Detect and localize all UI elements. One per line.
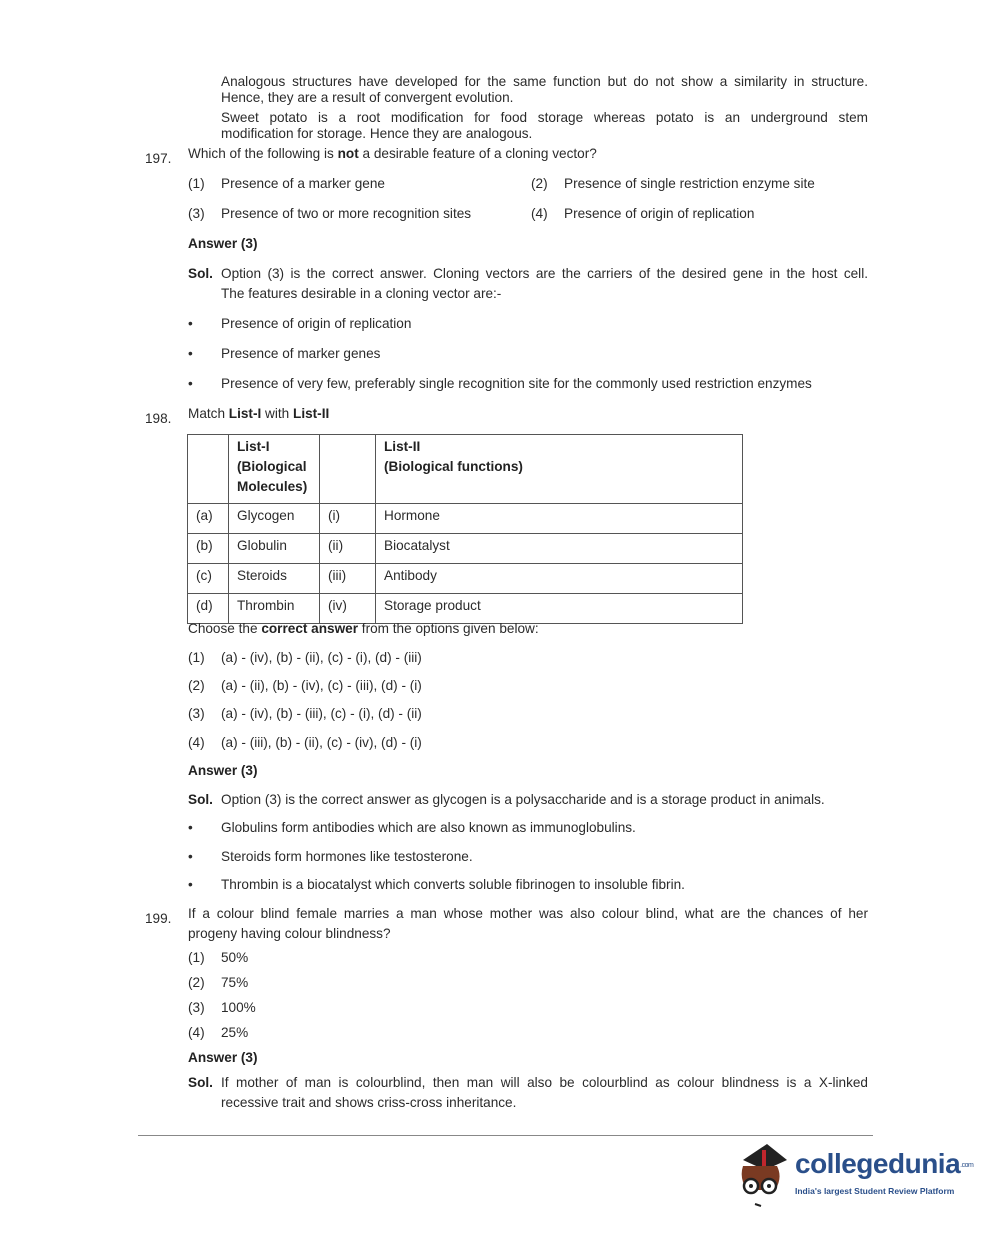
bullet-icon: • (188, 376, 193, 391)
table-row (188, 534, 743, 564)
solution-text: The features desirable in a cloning vector are:- (221, 286, 502, 301)
cell: (iii) (320, 564, 376, 594)
brand-tagline: India's largest Student Review Platform (795, 1186, 955, 1196)
match-table (187, 434, 743, 624)
cell: (b) (188, 534, 229, 564)
option: (1) (188, 650, 205, 665)
table-row (188, 564, 743, 594)
bullet-text: Thrombin is a biocatalyst which converts soluble fibrinogen to insoluble fibrin. (221, 877, 685, 892)
bullet-icon: • (188, 316, 193, 331)
option: (4) (188, 735, 205, 750)
mascot-icon (735, 1138, 793, 1208)
solution-text: Option (3) is the correct answer. Cloning vectors are the carriers of the desired gene in the host cell. (221, 266, 868, 281)
question-text: If a colour blind female marries a man whose mother was also colour blind, what are the chances of her (188, 906, 868, 921)
solution-label: Sol. (188, 1075, 213, 1090)
option-text: (a) - (ii), (b) - (iv), (c) - (iii), (d) - (i) (221, 678, 422, 693)
option: (4) (188, 1025, 205, 1040)
option-text: Presence of origin of replication (564, 206, 755, 221)
option: (2) (531, 176, 548, 191)
option-text: Presence of two or more recognition sites (221, 206, 472, 221)
option: (3) (188, 1000, 205, 1015)
question-text: Which of the following is not a desirable feature of a cloning vector? (188, 146, 597, 161)
instruction: Choose the correct answer from the options given below: (188, 621, 539, 636)
bullet-icon: • (188, 877, 193, 892)
option-text: 75% (221, 975, 249, 990)
cell: (a) (188, 504, 229, 534)
question-text: progeny having colour blindness? (188, 926, 391, 941)
option-text: 50% (221, 950, 249, 965)
bullet-text: Globulins form antibodies which are also known as immunoglobulins. (221, 820, 636, 835)
bullet-icon: • (188, 820, 193, 835)
cell: Antibody (376, 564, 743, 594)
list-i-header: List-I (Biological Molecules) (229, 435, 320, 504)
cell: (c) (188, 564, 229, 594)
solution-label: Sol. (188, 792, 213, 807)
option-text: (a) - (iv), (b) - (iii), (c) - (i), (d) - (ii) (221, 706, 422, 721)
option: (4) (531, 206, 548, 221)
option: (2) (188, 975, 205, 990)
cell: (i) (320, 504, 376, 534)
cell: Globulin (229, 534, 320, 564)
intro-line: modification for storage. Hence they are analogous. (221, 126, 533, 141)
option: (3) (188, 706, 205, 721)
bullet-text: Presence of very few, preferably single recognition site for the commonly used restriction enzymes (221, 376, 812, 391)
cell: (iv) (320, 594, 376, 624)
solution-text: Option (3) is the correct answer as glycogen is a polysaccharide and is a storage product in animals. (221, 792, 825, 807)
list-ii-header: List-II (Biological functions) (376, 435, 743, 504)
option: (1) (188, 176, 205, 191)
brand-name: collegedunia.com (795, 1148, 974, 1179)
cell: Steroids (229, 564, 320, 594)
collegedunia-logo (735, 1138, 974, 1208)
answer: Answer (3) (188, 236, 258, 251)
solution-text: If mother of man is colourblind, then man will also be colourblind as colour blindness is a X-linked (221, 1075, 868, 1090)
cell: (d) (188, 594, 229, 624)
cell: Storage product (376, 594, 743, 624)
option: (2) (188, 678, 205, 693)
option-text: 100% (221, 1000, 256, 1015)
intro-line: Sweet potato is a root modification for food storage whereas potato is an underground stem (221, 110, 868, 125)
option: (1) (188, 950, 205, 965)
option-text: Presence of single restriction enzyme site (564, 176, 815, 191)
option: (3) (188, 206, 205, 221)
question-text: Match List-I with List-II (188, 406, 330, 421)
answer: Answer (3) (188, 1050, 258, 1065)
cell: (ii) (320, 534, 376, 564)
cell: Hormone (376, 504, 743, 534)
solution-label: Sol. (188, 266, 213, 281)
bullet-icon: • (188, 849, 193, 864)
table-row (188, 504, 743, 534)
option-text: Presence of a marker gene (221, 176, 385, 191)
question-number: 197. (145, 151, 172, 166)
question-number: 199. (145, 911, 172, 926)
cell: Biocatalyst (376, 534, 743, 564)
intro-line: Hence, they are a result of convergent evolution. (221, 90, 514, 105)
intro-line: Analogous structures have developed for the same function but do not show a similarity in structure. (221, 74, 868, 89)
bullet-text: Presence of origin of replication (221, 316, 412, 331)
option-text: (a) - (iii), (b) - (ii), (c) - (iv), (d) - (i) (221, 735, 422, 750)
solution-text: recessive trait and shows criss-cross inheritance. (221, 1095, 517, 1110)
answer: Answer (3) (188, 763, 258, 778)
cell: Thrombin (229, 594, 320, 624)
table-row (188, 594, 743, 624)
question-number: 198. (145, 411, 172, 426)
cell: Glycogen (229, 504, 320, 534)
option-text: (a) - (iv), (b) - (ii), (c) - (i), (d) - (iii) (221, 650, 422, 665)
table-header-row (188, 435, 743, 504)
bullet-text: Presence of marker genes (221, 346, 381, 361)
bullet-icon: • (188, 346, 193, 361)
option-text: 25% (221, 1025, 249, 1040)
footer-divider (138, 1135, 873, 1136)
bullet-text: Steroids form hormones like testosterone. (221, 849, 473, 864)
